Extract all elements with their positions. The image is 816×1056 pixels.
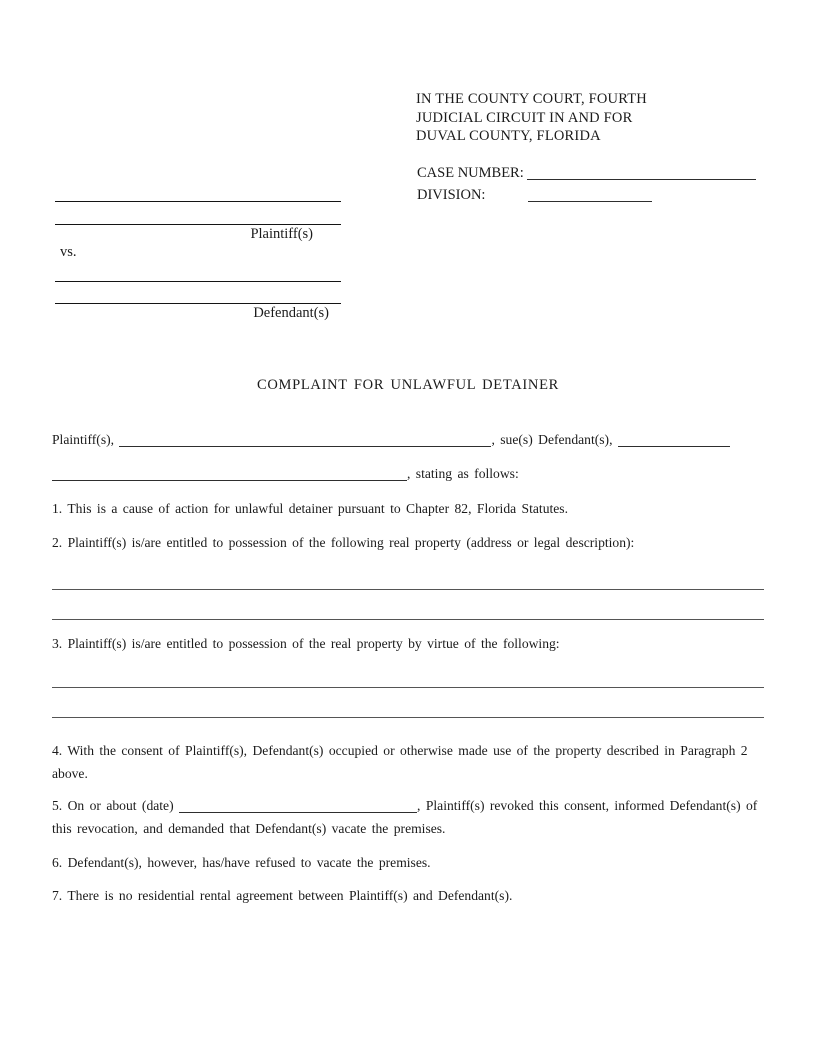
property-description-line-1[interactable]	[52, 554, 764, 590]
defendant-names-field-2[interactable]	[52, 467, 407, 481]
defendant-name-line-1[interactable]	[55, 281, 341, 282]
defendant-names-field-1[interactable]	[618, 433, 730, 447]
division-field[interactable]	[528, 188, 652, 202]
intro-text-3: , stating as follows:	[407, 466, 519, 481]
paragraph-5-text-1: 5. On or about (date)	[52, 798, 174, 813]
division-label: DIVISION:	[417, 187, 486, 203]
paragraph-7: 7. There is no residential rental agreement between Plaintiff(s) and Defendant(s).	[52, 888, 513, 903]
intro-paragraph-line-2	[52, 462, 764, 485]
case-number-row	[417, 165, 756, 187]
paragraph-5-text-2: , Plaintiff(s) revoked this consent, informed Defendant(s) of this revocation, and demanded that Defendant(s) vacate the premises.	[52, 798, 758, 836]
revocation-date-field[interactable]	[179, 799, 417, 813]
case-number-field[interactable]	[527, 166, 756, 180]
document-title: COMPLAINT FOR UNLAWFUL DETAINER	[256, 377, 560, 393]
paragraph-6: 6. Defendant(s), however, has/have refused to vacate the premises.	[52, 855, 431, 870]
plaintiff-label: Plaintiff(s)	[250, 226, 313, 242]
defendant-label: Defendant(s)	[253, 305, 329, 321]
paragraph-2: 2. Plaintiff(s) is/are entitled to possession of the following real property (address or legal description):	[52, 535, 635, 550]
division-row	[417, 187, 756, 209]
intro-paragraph-line-1	[52, 428, 764, 451]
document-body	[52, 428, 764, 907]
plaintiff-names-field[interactable]	[119, 433, 491, 447]
defendant-name-line-2[interactable]	[55, 303, 341, 304]
property-description-line-2[interactable]	[52, 590, 764, 620]
case-number-label: CASE NUMBER:	[417, 165, 524, 181]
court-header-line3: DUVAL COUNTY, FLORIDA	[416, 128, 601, 144]
paragraph-5	[52, 794, 764, 840]
intro-text-1: Plaintiff(s),	[52, 432, 115, 447]
possession-basis-line-1[interactable]	[52, 655, 764, 688]
court-header	[416, 90, 647, 146]
case-info-block	[417, 165, 756, 209]
court-header-line2: JUDICIAL CIRCUIT IN AND FOR	[416, 109, 633, 126]
paragraph-3: 3. Plaintiff(s) is/are entitled to possession of the real property by virtue of the following:	[52, 636, 560, 651]
vs-label: vs.	[60, 244, 77, 260]
plaintiff-name-line-2[interactable]	[55, 224, 341, 225]
party-caption	[55, 201, 341, 322]
plaintiff-name-line-1[interactable]	[55, 201, 341, 202]
possession-basis-line-2[interactable]	[52, 688, 764, 718]
court-header-line1: IN THE COUNTY COURT, FOURTH	[416, 91, 647, 107]
paragraph-1: 1. This is a cause of action for unlawful detainer pursuant to Chapter 82, Florida Statutes.	[52, 501, 568, 516]
paragraph-4: 4. With the consent of Plaintiff(s), Defendant(s) occupied or otherwise made use of the property described in Paragraph 2 above.	[52, 743, 748, 781]
intro-text-2: , sue(s) Defendant(s),	[491, 432, 613, 447]
